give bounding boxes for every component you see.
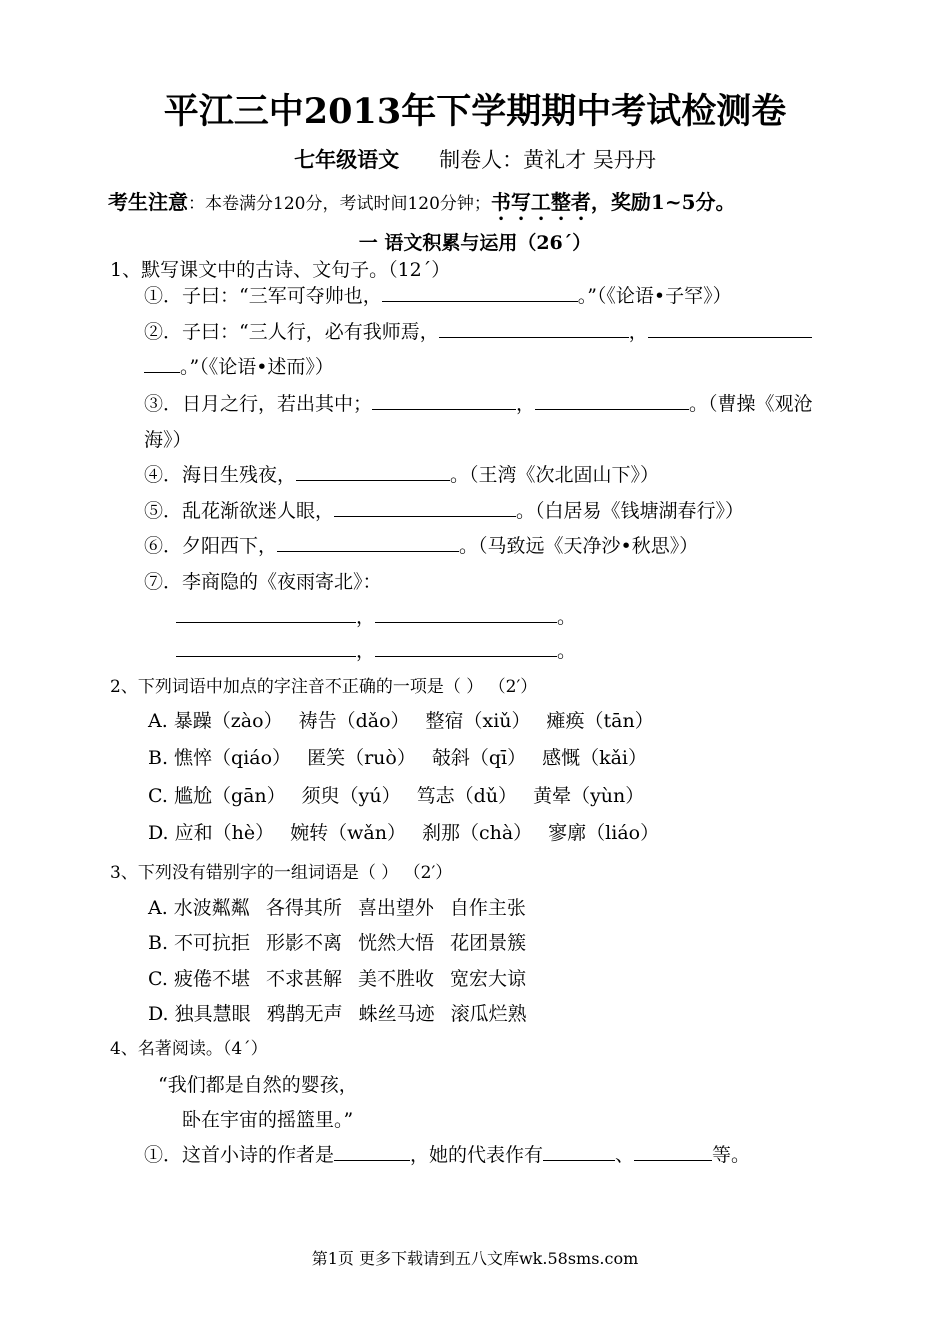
page-title: 平江三中2013年下学期期中考试检测卷 bbox=[163, 91, 787, 132]
answer-blank[interactable] bbox=[176, 638, 356, 657]
notice-reward: ，奖励1~5分。 bbox=[590, 190, 736, 214]
notice-text: ：本卷满分120分，考试时间120分钟； bbox=[188, 194, 491, 214]
q2-option-a[interactable]: A. 暴躁（zào） 祷告（dǎo） 整宿（xiǔ） 瘫痪（tān） bbox=[148, 710, 654, 732]
page-footer: 第1页 更多下载请到五八文库wk.58sms.com bbox=[311, 1249, 639, 1268]
answer-blank[interactable] bbox=[375, 604, 557, 623]
answer-blank[interactable] bbox=[296, 462, 450, 481]
answer-blank[interactable] bbox=[334, 498, 516, 517]
q2-option-b[interactable]: B. 憔悴（qiáo） 匿笑（ruò） 攲斜（qī） 感慨（kǎi） bbox=[148, 747, 647, 769]
poem-line-1: “我们都是自然的婴孩， bbox=[158, 1074, 358, 1096]
answer-blank[interactable] bbox=[375, 638, 557, 657]
q1-item-7-line-1: ， 。 bbox=[176, 602, 576, 629]
poem-line-2: 卧在宇宙的摇篮里。” bbox=[182, 1109, 354, 1131]
subtitle bbox=[0, 144, 950, 174]
question-2-stem: 2、下列词语中加点的字注音不正确的一项是（ ） （2′） bbox=[110, 677, 538, 697]
answer-blank[interactable] bbox=[144, 354, 180, 373]
exam-notice bbox=[108, 186, 736, 225]
question-3-stem: 3、下列没有错别字的一组词语是（ ） （2′） bbox=[110, 863, 453, 883]
answer-blank[interactable] bbox=[334, 1142, 410, 1161]
answer-blank[interactable] bbox=[648, 319, 812, 338]
q3-option-d[interactable]: D. 独具慧眼 鸦鹊无声 蛛丝马迹 滚瓜烂熟 bbox=[148, 1003, 527, 1025]
question-4-stem: 4、名著阅读。（4´） bbox=[110, 1039, 268, 1059]
q3-option-a[interactable]: A. 水波粼粼 各得其所 喜出望外 自作主张 bbox=[148, 897, 526, 919]
q1-item-7-line-2: ， 。 bbox=[176, 636, 576, 663]
q1-item-4: ④．海日生残夜， 。（王湾《次北固山下》） bbox=[144, 464, 660, 486]
answer-blank[interactable] bbox=[535, 391, 689, 410]
answer-blank[interactable] bbox=[543, 1142, 615, 1161]
question-1-stem: 1、默写课文中的古诗、文句子。（12´） bbox=[110, 259, 451, 281]
answer-blank[interactable] bbox=[372, 391, 516, 410]
answer-blank[interactable] bbox=[634, 1142, 712, 1161]
q1-item-5: ⑤．乱花渐欲迷人眼， 。（白居易《钱塘湖春行》） bbox=[144, 500, 745, 522]
maker-label: 制卷人：黄礼才 吴丹丹 bbox=[439, 148, 656, 172]
q1-item-3: ③．日月之行，若出其中； ， 。（曹操《观沧 bbox=[144, 393, 813, 415]
q1-item-6: ⑥．夕阳西下， 。（马致远《天净沙•秋思》） bbox=[144, 535, 699, 557]
q3-option-c[interactable]: C. 疲倦不堪 不求甚解 美不胜收 宽宏大谅 bbox=[148, 968, 526, 990]
q2-option-c[interactable]: C. 尴尬（gān） 须臾（yú） 笃志（dǔ） 黄晕（yùn） bbox=[148, 785, 645, 807]
answer-blank[interactable] bbox=[277, 533, 459, 552]
q3-option-b[interactable]: B. 不可抗拒 形影不离 恍然大悟 花团景簇 bbox=[148, 932, 527, 954]
answer-blank[interactable] bbox=[382, 283, 578, 302]
q1-item-1: ①．子曰：“三军可夺帅也， 。”（《论语•子罕》） bbox=[144, 285, 732, 307]
answer-blank[interactable] bbox=[439, 319, 629, 338]
grade-label: 七年级语文 bbox=[294, 147, 400, 172]
q1-item-3-cont: 海》） bbox=[144, 429, 192, 451]
q2-option-d[interactable]: D. 应和（hè） 婉转（wǎn） 刹那（chà） 寥廓（liáo） bbox=[148, 822, 660, 844]
q4-item-1: ①．这首小诗的作者是 ，她的代表作有 、 等。 bbox=[144, 1144, 751, 1166]
answer-blank[interactable] bbox=[176, 604, 356, 623]
notice-label: 考生注意 bbox=[108, 190, 188, 214]
section-heading: 一 语文积累与运用（26´） bbox=[358, 232, 592, 254]
notice-emphasis: 书写工整者 bbox=[490, 190, 591, 214]
q1-item-7: ⑦．李商隐的《夜雨寄北》： bbox=[144, 571, 382, 593]
q1-item-2: ②．子曰：“三人行，必有我师焉， ， bbox=[144, 317, 812, 344]
q1-item-2-cont: 。”（《论语•述而》） bbox=[144, 352, 334, 379]
